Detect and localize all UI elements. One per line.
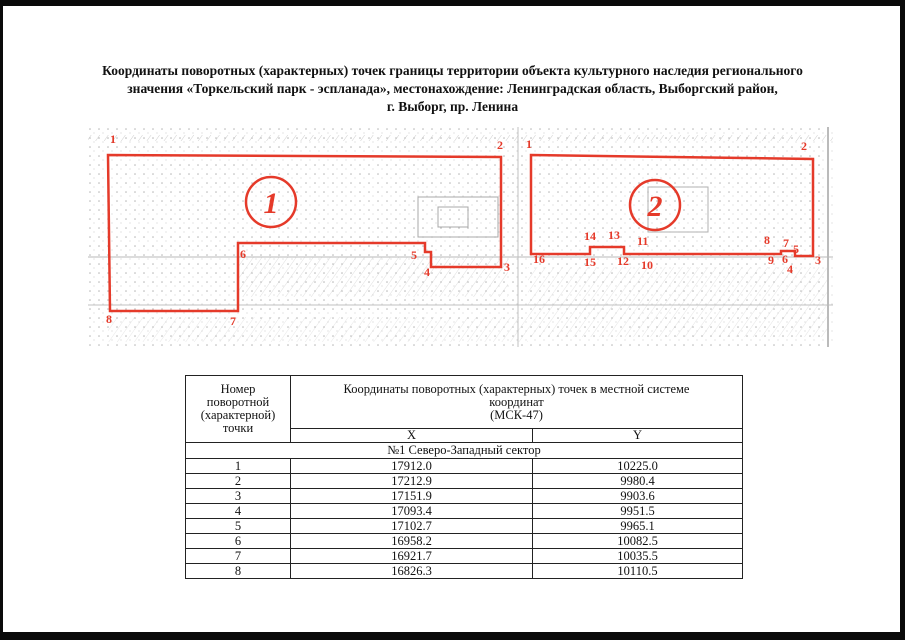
x-value: 16826.3 (291, 564, 533, 579)
sector-2-point-label: 6 (782, 252, 788, 266)
x-value: 16921.7 (291, 549, 533, 564)
sector-2-badge: 2 (647, 190, 663, 223)
sector-2-point-label: 3 (815, 253, 821, 267)
section-row (186, 443, 743, 459)
sector-1-point-label: 7 (230, 314, 236, 328)
header-point-number: Номер поворотной (характерной) точки (186, 376, 291, 443)
sector-2-point-label: 14 (584, 229, 596, 243)
header-y: Y (533, 429, 743, 443)
sector-1-point-label: 1 (110, 132, 116, 146)
table-row (186, 474, 743, 489)
y-value: 9980.4 (533, 474, 743, 489)
table-row (186, 549, 743, 564)
point-number: 6 (186, 534, 291, 549)
sector-2-point-label: 1 (526, 137, 532, 151)
header-x: X (291, 429, 533, 443)
y-value: 10110.5 (533, 564, 743, 579)
point-number: 5 (186, 519, 291, 534)
title-line-1: Координаты поворотных (характерных) точек границы территории объекта культурного наследия регионального (102, 63, 803, 78)
title-line-2: значения «Торкельский парк - эспланада», местонахождение: Ленинградская область, Выборгский район, (127, 81, 778, 96)
table-row (186, 564, 743, 579)
scan-edge-bottom (0, 632, 905, 640)
sector-2-point-label: 9 (768, 253, 774, 267)
x-value: 17212.9 (291, 474, 533, 489)
sector-1-badge: 1 (263, 187, 279, 220)
point-number: 3 (186, 489, 291, 504)
sector-2-point-label: 2 (801, 139, 807, 153)
point-number: 2 (186, 474, 291, 489)
sector-2-point-label: 5 (793, 242, 799, 256)
sector-2-point-label: 16 (533, 252, 545, 266)
sector-1-point-label: 5 (411, 248, 417, 262)
table-row (186, 489, 743, 504)
sector-2-point-label: 15 (584, 255, 596, 269)
point-number: 1 (186, 459, 291, 474)
table-row (186, 519, 743, 534)
sector-2-point-label: 10 (641, 258, 653, 272)
sector-1-point-label: 4 (424, 265, 430, 279)
sector-2-point-label: 13 (608, 228, 620, 242)
title-line-3: г. Выборг, пр. Ленина (386, 99, 519, 114)
x-value: 17102.7 (291, 519, 533, 534)
header-coordinates: Координаты поворотных (характерных) точек в местной системе координат (МСК-47) (291, 376, 743, 429)
sector-1-point-label: 6 (240, 247, 246, 261)
point-number: 7 (186, 549, 291, 564)
x-value: 16958.2 (291, 534, 533, 549)
boundary-map (88, 127, 833, 347)
sector-2-point-label: 11 (637, 234, 649, 248)
y-value: 10082.5 (533, 534, 743, 549)
table-row (186, 459, 743, 474)
y-value: 9965.1 (533, 519, 743, 534)
sector-2-point-label: 4 (787, 262, 793, 276)
table-row (186, 534, 743, 549)
document-title (60, 62, 845, 116)
section-title: №1 Северо-Западный сектор (186, 443, 743, 459)
y-value: 10225.0 (533, 459, 743, 474)
sector-2-point-label: 12 (617, 254, 629, 268)
y-value: 10035.5 (533, 549, 743, 564)
y-value: 9951.5 (533, 504, 743, 519)
scan-edge-left (0, 0, 3, 640)
table-header-row (186, 376, 743, 429)
map-background (88, 127, 833, 347)
point-number: 4 (186, 504, 291, 519)
scan-edge-top (0, 0, 905, 6)
table-row (186, 504, 743, 519)
scan-edge-right (900, 0, 905, 640)
point-number: 8 (186, 564, 291, 579)
y-value: 9903.6 (533, 489, 743, 504)
sector-2-point-label: 8 (764, 233, 770, 247)
sector-1-point-label: 3 (504, 260, 510, 274)
x-value: 17912.0 (291, 459, 533, 474)
sector-1-point-label: 8 (106, 312, 112, 326)
coordinates-table (185, 375, 743, 579)
x-value: 17093.4 (291, 504, 533, 519)
sector-2-point-label: 7 (783, 236, 789, 250)
sector-1-point-label: 2 (497, 138, 503, 152)
x-value: 17151.9 (291, 489, 533, 504)
